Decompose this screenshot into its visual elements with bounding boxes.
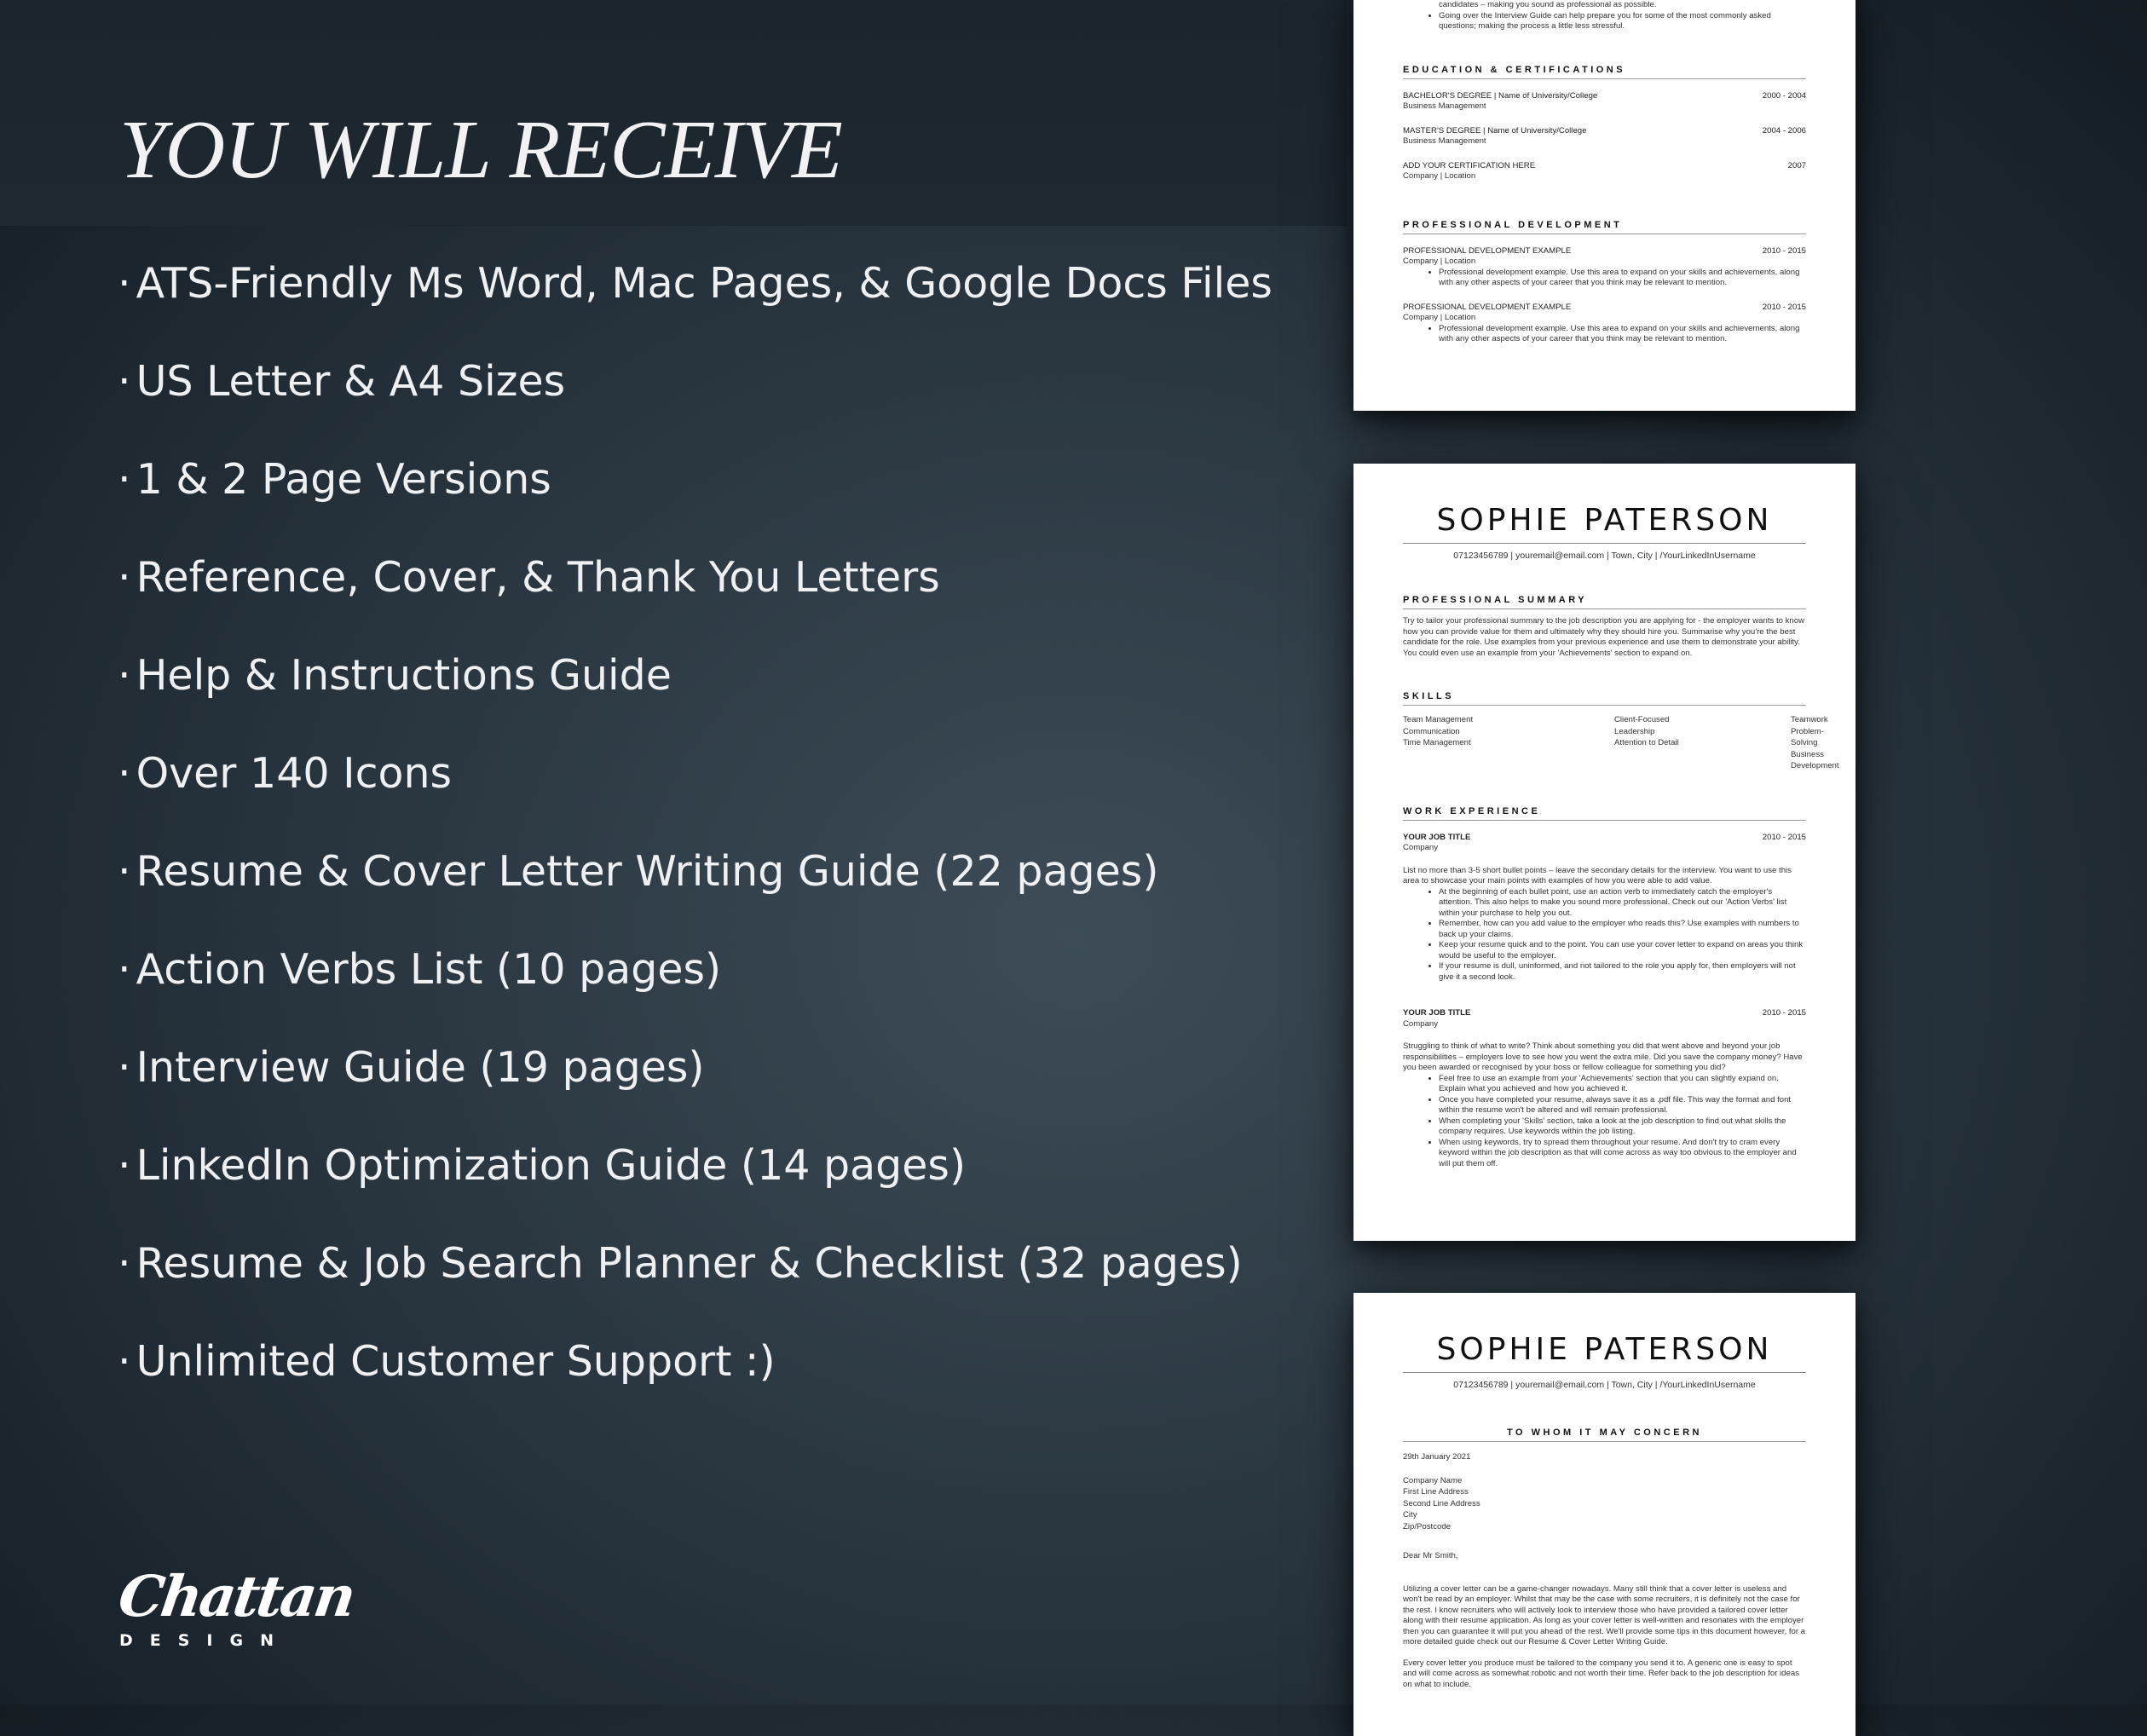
- address-line: First Line Address: [1403, 1487, 1469, 1497]
- feature-item: [118, 1031, 1273, 1129]
- skill-item: Attention to Detail: [1614, 738, 1679, 747]
- entry-sub: Business Management: [1403, 101, 1486, 111]
- address-line: City: [1403, 1510, 1417, 1520]
- bullet-dot: ·: [118, 1337, 131, 1386]
- feature-item: [118, 737, 1273, 835]
- bullet-list: [1403, 268, 1806, 289]
- feature-label: Help & Instructions Guide: [136, 651, 672, 700]
- skill-item: Problem-Solving: [1791, 726, 1824, 747]
- job-title: YOUR JOB TITLE: [1403, 832, 1471, 842]
- resume-page-preview-1: [1353, 0, 1856, 411]
- job-company: Company: [1403, 843, 1439, 852]
- letter-salutation: Dear Mr Smith,: [1403, 1551, 1458, 1560]
- feature-item: [118, 443, 1273, 541]
- cover-letter-page-preview: [1353, 1293, 1856, 1736]
- letter-paragraph: Utilizing a cover letter can be a game-changer nowadays. Many still think that a cover letter is useless and won't be read by an employer. Whilst that may be the case with some recruiters, it is definitely not the case for the rest. I know recruiters who will actively look to interview those who have provided a tailored cover letter along with their resume application. As long as your cover letter is well-written and resonates with the employer then you can guarantee it will put you ahead of the rest. We'll provide some tips in this document however, for a more detailed guide check out our Resume & Cover Letter Writing Guide.: [1403, 1583, 1806, 1647]
- entry-title: BACHELOR'S DEGREE | Name of University/College: [1403, 90, 1598, 101]
- brand-logo: [114, 1563, 358, 1650]
- section-title: WORK EXPERIENCE: [1403, 806, 1806, 821]
- list-item: candidates – making you sound as professional as possible.: [1439, 0, 1657, 9]
- letter-address: [1403, 1475, 1806, 1533]
- divider: [1403, 1372, 1806, 1373]
- entry-sub: Business Management: [1403, 136, 1486, 146]
- feature-label: Interview Guide (19 pages): [136, 1043, 705, 1092]
- bullet-dot: ·: [118, 553, 131, 602]
- bullet-dot: ·: [118, 651, 131, 700]
- feature-label: 1 & 2 Page Versions: [136, 455, 551, 504]
- feature-item: [118, 1227, 1273, 1325]
- job-company: Company: [1403, 1018, 1439, 1029]
- feature-label: ATS-Friendly Ms Word, Mac Pages, & Google Docs Files: [136, 259, 1273, 308]
- bullet-list: [1403, 324, 1806, 345]
- feature-item: [118, 541, 1273, 639]
- list-item: • If your resume is dull, uninformed, and not tailored to the role you apply for, then employers will not give it a second look.: [1439, 961, 1806, 983]
- skills-column: [1791, 714, 1839, 772]
- section-title: PROFESSIONAL SUMMARY: [1403, 595, 1806, 609]
- bullet-list: [1403, 0, 1806, 32]
- skill-item: Teamwork: [1791, 715, 1828, 724]
- entry-title: PROFESSIONAL DEVELOPMENT EXAMPLE: [1403, 245, 1572, 256]
- job-title: YOUR JOB TITLE: [1403, 1008, 1471, 1018]
- address-line: Zip/Postcode: [1403, 1521, 1451, 1531]
- entry-row: [1403, 126, 1806, 137]
- entry-date: 2010 - 2015: [1762, 302, 1806, 312]
- feature-item: [118, 1129, 1273, 1227]
- skills-column: [1614, 714, 1791, 772]
- list-item: • When using keywords, try to spread them throughout your resume. And don't try to cram every keyword within the job description as that will come across as way too obvious to the employer and will put them off.: [1439, 1138, 1806, 1170]
- bullet-list: [1403, 887, 1806, 983]
- feature-label: Resume & Job Search Planner & Checklist (32 pages): [136, 1239, 1243, 1288]
- feature-item: [118, 345, 1273, 443]
- feature-label: Over 140 Icons: [136, 749, 453, 798]
- entry-sub: Company | Location: [1403, 257, 1476, 266]
- letter-paragraph: Every cover letter you produce must be tailored to the company you send it to. A generic one is easy to spot and will come across as somewhat robotic and not worth their time. Refer back to the job description for ideas on what to include.: [1403, 1658, 1799, 1689]
- list-item: • When completing your 'Skills' section, take a look at the job description to find out what skills the company requires. Use keywords within the job listing.: [1439, 1116, 1806, 1138]
- bullet-dot: ·: [118, 945, 131, 994]
- letter-name: SOPHIE PATERSON: [1436, 1332, 1773, 1367]
- section-title: PROFESSIONAL DEVELOPMENT: [1403, 220, 1806, 234]
- bullet-dot: ·: [118, 847, 131, 896]
- bullet-dot: ·: [118, 455, 131, 504]
- entry-date: 2004 - 2006: [1762, 125, 1806, 136]
- job-date: 2010 - 2015: [1762, 1008, 1806, 1018]
- feature-label: Unlimited Customer Support :): [136, 1337, 776, 1386]
- section-title: SKILLS: [1403, 691, 1806, 706]
- skill-item: Client-Focused: [1614, 715, 1670, 724]
- entry-row: [1403, 303, 1806, 314]
- entry-title: MASTER'S DEGREE | Name of University/College: [1403, 125, 1587, 136]
- entry-row: [1403, 246, 1806, 257]
- logo-script-text: Chattan: [114, 1563, 358, 1629]
- skills-grid: [1403, 714, 1839, 772]
- feature-label: Action Verbs List (10 pages): [136, 945, 722, 994]
- feature-list: [118, 247, 1273, 1423]
- list-item: • Professional development example. Use this area to expand on your skills and achievements, along with any other aspects of your career that you think may be relevant to mention.: [1439, 324, 1806, 345]
- logo-word-text: DESIGN: [119, 1631, 291, 1650]
- job-intro: Struggling to think of what to write? Think about something you did that went above and beyond your job responsibilities – employers love to see how you went the extra mile. Did you save the company money? Have you been awarded or recognised by your boss or fellow colleague for something you did?: [1403, 1041, 1803, 1072]
- job-row: [1403, 1008, 1806, 1019]
- divider: [1403, 543, 1806, 544]
- feature-item: [118, 639, 1273, 737]
- skill-item: Team Management: [1403, 715, 1474, 724]
- resume-page-preview-2: [1353, 464, 1856, 1241]
- list-item: • Remember, how can you add value to the employer who reads this? Use examples with numbers to back up your claims.: [1439, 919, 1806, 940]
- feature-label: US Letter & A4 Sizes: [136, 357, 566, 406]
- feature-item: [118, 933, 1273, 1031]
- summary-text: Try to tailor your professional summary to the job description you are applying for - the employer wants to know how you can provide value for them and ultimately why they should hire you. Summarise why you're the best candidate for the role. Use examples from your previous experience and use them to demonstrate your ability. You could even use an example from your 'Achievements' section to expand on.: [1403, 616, 1805, 658]
- skills-column: [1403, 714, 1614, 772]
- feature-label: LinkedIn Optimization Guide (14 pages): [136, 1141, 967, 1190]
- letter-date: 29th January 2021: [1403, 1452, 1471, 1462]
- letter-contact: 07123456789 | youremail@email.com | Town, City | /YourLinkedInUsername: [1453, 1380, 1756, 1390]
- bullet-dot: ·: [118, 357, 131, 406]
- bullet-dot: ·: [118, 1141, 131, 1190]
- feature-label: Resume & Cover Letter Writing Guide (22 pages): [136, 847, 1159, 896]
- entry-row: [1403, 91, 1806, 102]
- entry-row: [1403, 161, 1806, 172]
- page-title: YOU WILL RECEIVE: [119, 104, 842, 196]
- bullet-dot: ·: [118, 259, 131, 308]
- resume-name: SOPHIE PATERSON: [1436, 503, 1773, 538]
- list-item: • Keep your resume quick and to the point. You can use your cover letter to expand on areas you think would be useful to the employer.: [1439, 940, 1806, 961]
- job-date: 2010 - 2015: [1762, 832, 1806, 842]
- resume-contact: 07123456789 | youremail@email.com | Town, City | /YourLinkedInUsername: [1453, 551, 1756, 561]
- feature-item: [118, 1325, 1273, 1423]
- skill-item: Time Management: [1403, 738, 1471, 747]
- list-item: • Feel free to use an example from your 'Achievements' section that you can slightly expand on. Explain what you achieved and how you achieved it.: [1439, 1074, 1806, 1095]
- list-item: • At the beginning of each bullet point, use an action verb to immediately catch the employer's attention. This also helps to make you sound more professional. Check out our 'Action Verbs' list within your purchase to help you out.: [1439, 887, 1806, 920]
- list-item: • Professional development example. Use this area to expand on your skills and achievements, along with any other aspects of your career that you think may be relevant to mention.: [1439, 268, 1806, 289]
- skill-item: Business Development: [1791, 749, 1839, 770]
- bullet-list: [1403, 1074, 1806, 1170]
- entry-title: PROFESSIONAL DEVELOPMENT EXAMPLE: [1403, 302, 1572, 312]
- feature-label: Reference, Cover, & Thank You Letters: [136, 553, 940, 602]
- job-intro: List no more than 3-5 short bullet points – leave the secondary details for the interview. You want to use this area to showcase your main points with examples of how you were able to add value.: [1403, 865, 1792, 885]
- entry-date: 2007: [1787, 160, 1806, 170]
- entry-date: 2000 - 2004: [1762, 90, 1806, 101]
- address-line: Second Line Address: [1403, 1498, 1480, 1508]
- skill-item: Communication: [1403, 726, 1460, 736]
- address-line: Company Name: [1403, 1475, 1463, 1485]
- letter-heading: TO WHOM IT MAY CONCERN: [1403, 1427, 1806, 1442]
- entry-date: 2010 - 2015: [1762, 245, 1806, 256]
- entry-sub: Company | Location: [1403, 313, 1476, 322]
- feature-item: [118, 835, 1273, 933]
- job-row: [1403, 833, 1806, 844]
- bullet-dot: ·: [118, 749, 131, 798]
- skill-item: Leadership: [1614, 726, 1655, 736]
- list-item: • Once you have completed your resume, always save it as a .pdf file. This way the format and font within the resume won't be altered and will remain professional.: [1439, 1095, 1806, 1116]
- section-title: EDUCATION & CERTIFICATIONS: [1403, 65, 1806, 79]
- list-item: • Going over the Interview Guide can help prepare you for some of the most commonly asked questions; making the process a little less stressful.: [1439, 11, 1806, 32]
- entry-sub: Company | Location: [1403, 171, 1476, 181]
- feature-item: [118, 247, 1273, 345]
- bullet-dot: ·: [118, 1239, 131, 1288]
- bullet-dot: ·: [118, 1043, 131, 1092]
- entry-title: ADD YOUR CERTIFICATION HERE: [1403, 160, 1536, 170]
